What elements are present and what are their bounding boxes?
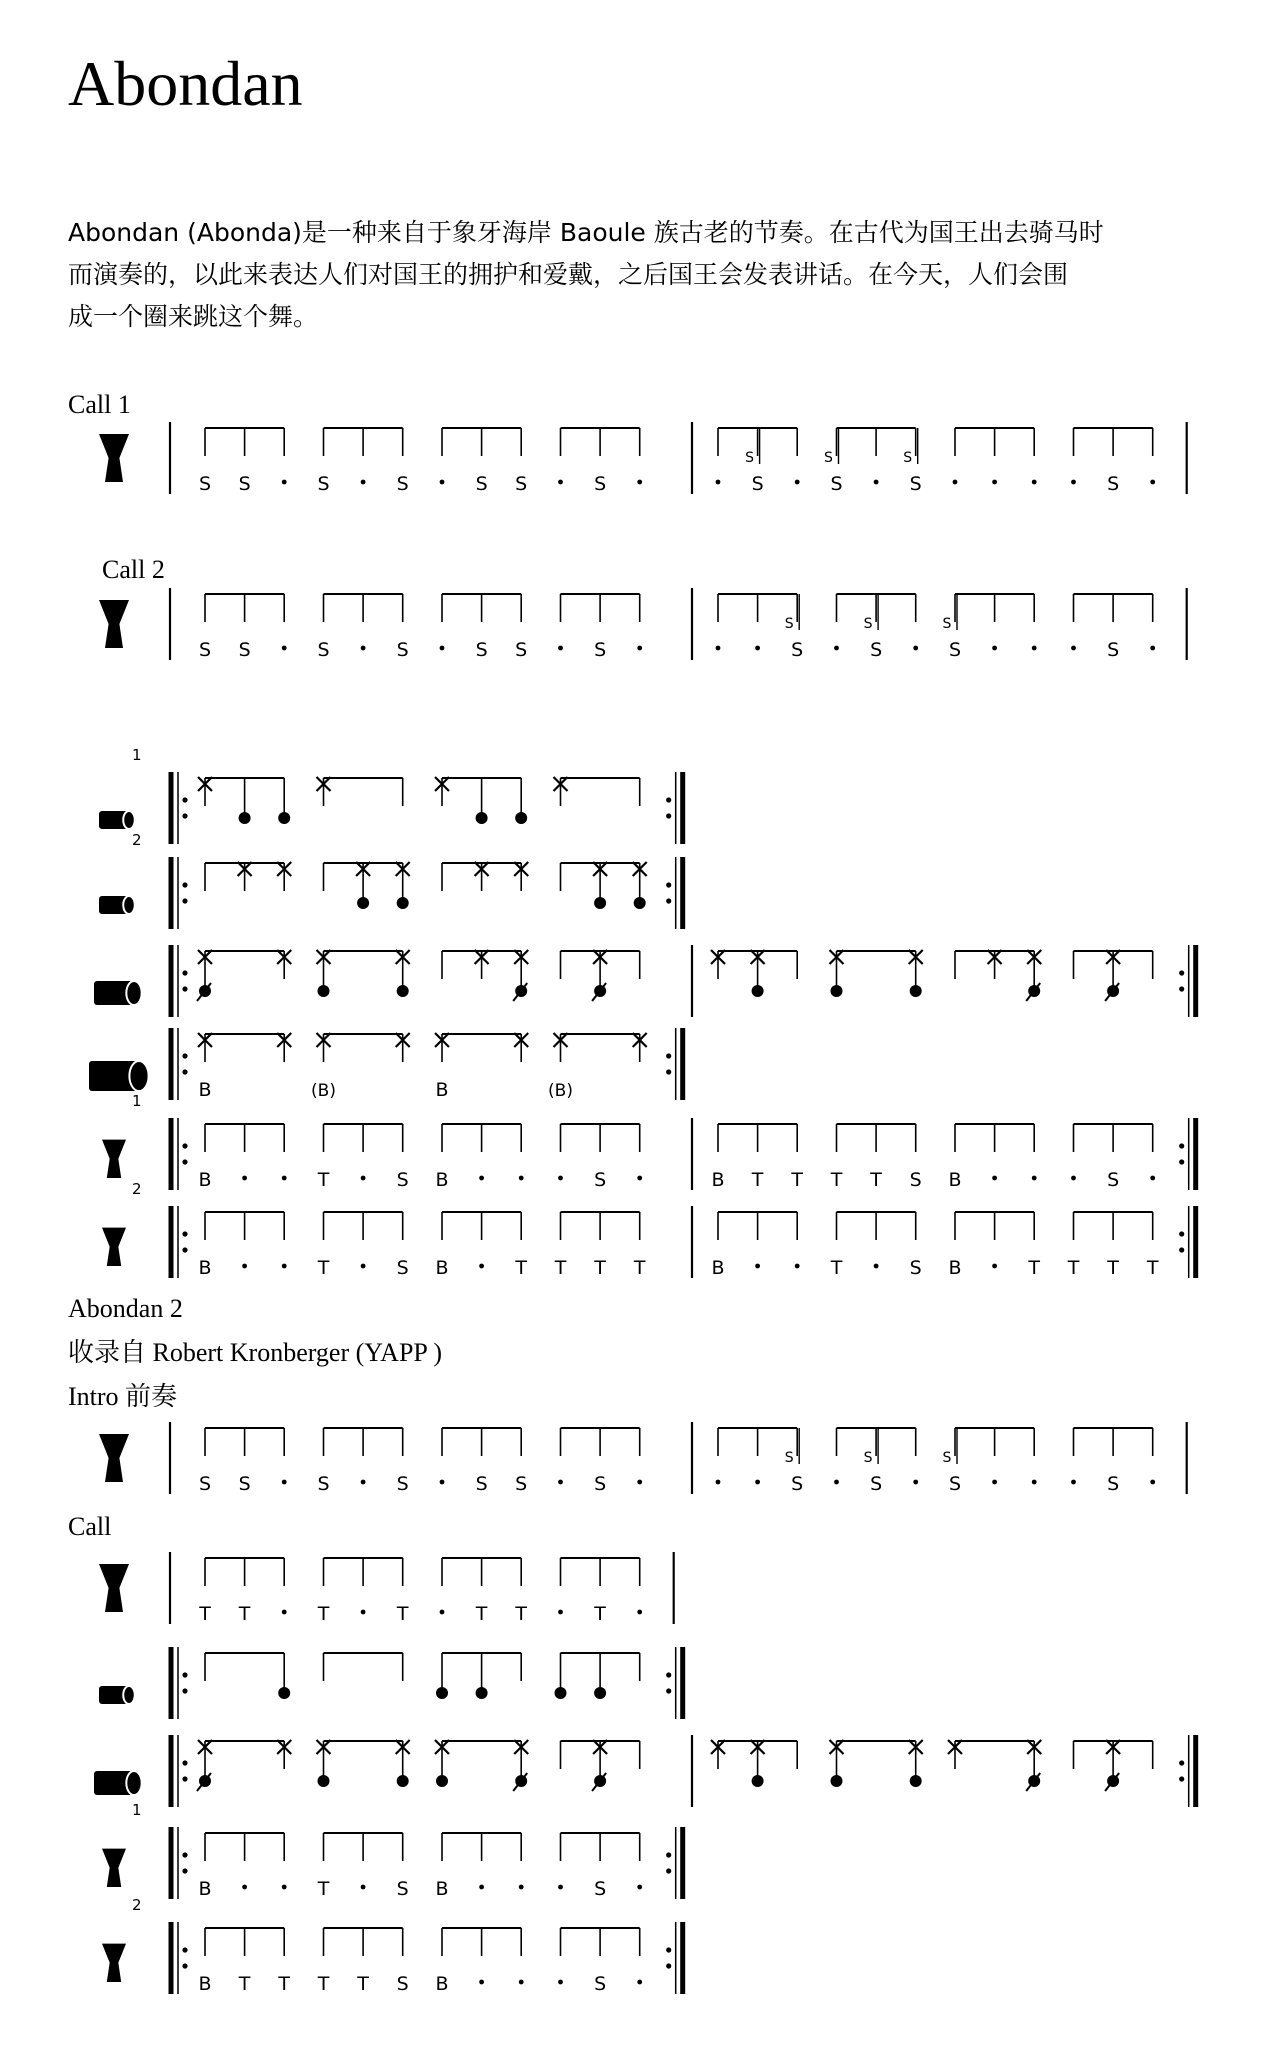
stroke-letter-s: S — [515, 473, 528, 495]
stroke-letter-b: B — [948, 1257, 962, 1279]
call-1-label: Call 1 — [68, 390, 131, 419]
djembe-icon — [102, 1228, 126, 1266]
rest-dot — [1071, 1480, 1076, 1485]
repeat-dot — [182, 1143, 187, 1148]
stroke-letter-b: B — [435, 1973, 449, 1995]
stroke-letter-b: B — [435, 1257, 449, 1279]
rest-dot — [992, 480, 997, 485]
rest-dot — [361, 1176, 366, 1181]
stroke-letter-t: T — [515, 1603, 528, 1625]
djembe-icon — [99, 434, 129, 482]
stroke-letter-t: T — [317, 1603, 330, 1625]
repeat-dot — [182, 1672, 187, 1677]
part-number: 1 — [132, 746, 142, 764]
call-2-label: Call 2 — [102, 555, 165, 584]
stroke-letter-s: S — [830, 473, 843, 495]
stroke-letter-t: T — [238, 1973, 251, 1995]
rest-dot — [558, 1885, 563, 1890]
repeat-dot — [182, 797, 187, 802]
stroke-letter-t: T — [1146, 1257, 1159, 1279]
page-title: Abondan — [68, 48, 303, 119]
repeat-dot — [182, 813, 187, 818]
stroke-letter-t: T — [317, 1878, 330, 1900]
stroke-letter-b: B — [711, 1169, 725, 1191]
stroke-letter-t: T — [278, 1973, 291, 1995]
flam-grace-letter: S — [824, 450, 833, 466]
rest-dot — [637, 646, 642, 651]
djembe-icon — [99, 1564, 129, 1612]
stroke-letter-s: S — [791, 639, 804, 661]
rest-dot — [282, 1176, 287, 1181]
part-number: 1 — [132, 1092, 142, 1110]
stroke-letter-b: B — [198, 1079, 212, 1101]
rest-dot — [440, 480, 445, 485]
closed-note-dot — [634, 897, 646, 909]
repeat-dot — [182, 1868, 187, 1873]
stroke-letter-s: S — [317, 473, 330, 495]
repeat-dot — [1179, 1776, 1184, 1781]
rest-dot — [1150, 480, 1155, 485]
djembe-icon — [102, 1849, 126, 1887]
stroke-letter-t: T — [830, 1169, 843, 1191]
stroke-letter-t: T — [870, 1169, 882, 1191]
rest-dot — [361, 1480, 366, 1485]
stroke-letter-t: T — [199, 1603, 211, 1625]
closed-note-dot — [555, 1687, 567, 1699]
closed-note-dot — [831, 1775, 843, 1787]
rest-dot — [834, 646, 839, 651]
rest-dot — [282, 1480, 287, 1485]
stroke-letter-s: S — [1107, 473, 1120, 495]
repeat-dot — [666, 1069, 671, 1074]
sangban-drumhead-icon — [126, 981, 141, 1005]
stroke-letter-b: B — [198, 1257, 212, 1279]
rest-dot — [1150, 1480, 1155, 1485]
stroke-letter-b: B — [198, 1169, 212, 1191]
stroke-letter-s: S — [396, 1169, 409, 1191]
stroke-letter-s: S — [396, 1257, 409, 1279]
rest-dot — [282, 1885, 287, 1890]
stroke-letter-t: T — [475, 1603, 488, 1625]
stroke-letter-t: T — [396, 1603, 409, 1625]
stroke-letter-s: S — [238, 473, 251, 495]
rest-dot — [795, 480, 800, 485]
rest-dot — [1071, 646, 1076, 651]
flam-grace-letter: S — [745, 450, 755, 466]
rest-dot — [242, 1885, 247, 1890]
closed-note-dot — [910, 985, 922, 997]
repeat-dot — [666, 1852, 671, 1857]
closed-note-dot — [357, 897, 369, 909]
rest-dot — [913, 646, 918, 651]
flam-grace-letter: S — [942, 1450, 952, 1466]
rest-dot — [992, 1480, 997, 1485]
stroke-letter-b: B — [711, 1257, 725, 1279]
rest-dot — [361, 646, 366, 651]
rest-dot — [242, 1176, 247, 1181]
stroke-letter-s: S — [594, 1169, 607, 1191]
flam-grace-letter: S — [784, 1450, 794, 1466]
rest-dot — [755, 646, 760, 651]
closed-note-dot — [476, 1687, 488, 1699]
closed-note-dot — [594, 897, 606, 909]
rest-dot — [637, 1480, 642, 1485]
kenkeni-drumhead-icon — [123, 896, 135, 914]
djembe-icon — [102, 1944, 126, 1982]
repeat-dot — [182, 882, 187, 887]
optional-bass-letter: (B) — [311, 1081, 336, 1101]
part-number: 2 — [132, 1180, 142, 1198]
rest-dot — [558, 1480, 563, 1485]
repeat-dot — [1179, 1760, 1184, 1765]
stroke-letter-s: S — [1107, 639, 1120, 661]
repeat-dot — [1179, 1231, 1184, 1236]
part-number: 1 — [132, 1801, 142, 1819]
djembe-icon — [99, 600, 129, 648]
stroke-letter-s: S — [594, 473, 607, 495]
stroke-letter-s: S — [396, 1878, 409, 1900]
stroke-letter-s: S — [475, 1473, 488, 1495]
flam-grace-letter: S — [942, 616, 952, 632]
stroke-letter-s: S — [870, 639, 883, 661]
rest-dot — [1032, 1176, 1037, 1181]
rest-dot — [1071, 1176, 1076, 1181]
rest-dot — [637, 1610, 642, 1615]
stroke-letter-t: T — [515, 1257, 528, 1279]
rest-dot — [440, 646, 445, 651]
stroke-letter-s: S — [751, 473, 764, 495]
stroke-letter-b: B — [435, 1878, 449, 1900]
rest-dot — [716, 1480, 721, 1485]
rest-dot — [558, 1980, 563, 1985]
rest-dot — [361, 1885, 366, 1890]
closed-note-dot — [318, 985, 330, 997]
closed-note-dot — [397, 897, 409, 909]
stroke-letter-s: S — [594, 639, 607, 661]
intro-line-2: 而演奏的，以此来表达人们对国王的拥护和爱戴，之后国王会发表讲话。在今天，人们会围 — [68, 260, 1069, 289]
stroke-letter-s: S — [791, 1473, 804, 1495]
flam-grace-letter: S — [863, 1450, 873, 1466]
rest-dot — [992, 1176, 997, 1181]
repeat-dot — [182, 1688, 187, 1693]
rest-dot — [795, 1264, 800, 1269]
rest-dot — [755, 1480, 760, 1485]
intro-line-3: 成一个圈来跳这个舞。 — [68, 302, 319, 331]
kenkeni-drumhead-icon — [123, 1686, 135, 1704]
rest-dot — [1150, 646, 1155, 651]
stroke-letter-t: T — [751, 1169, 764, 1191]
repeat-dot — [182, 1231, 187, 1236]
rest-dot — [558, 1176, 563, 1181]
stroke-letter-s: S — [594, 1473, 607, 1495]
stroke-letter-s: S — [198, 473, 212, 495]
rest-dot — [361, 1264, 366, 1269]
stroke-letter-t: T — [317, 1973, 330, 1995]
kenkeni-drumhead-icon — [123, 811, 135, 829]
closed-note-dot — [239, 812, 251, 824]
stroke-letter-s: S — [909, 473, 922, 495]
rest-dot — [834, 1480, 839, 1485]
rest-dot — [1032, 480, 1037, 485]
rest-dot — [361, 1610, 366, 1615]
intro-line-1: Abondan (Abonda)是一种来自于象牙海岸 Baoule 族古老的节奏。在古代为国王出去骑马时 — [68, 218, 1104, 247]
rest-dot — [637, 1885, 642, 1890]
flam-grace-letter: S — [863, 616, 873, 632]
rest-dot — [1032, 646, 1037, 651]
rest-dot — [242, 1264, 247, 1269]
rest-dot — [479, 1885, 484, 1890]
repeat-dot — [666, 898, 671, 903]
repeat-dot — [1179, 970, 1184, 975]
stroke-letter-s: S — [396, 473, 409, 495]
repeat-dot — [182, 1776, 187, 1781]
stroke-letter-s: S — [475, 639, 488, 661]
closed-note-dot — [752, 1775, 764, 1787]
repeat-dot — [182, 1247, 187, 1252]
stroke-letter-t: T — [357, 1973, 369, 1995]
rest-dot — [440, 1610, 445, 1615]
stroke-letter-s: S — [317, 1473, 330, 1495]
repeat-dot — [182, 970, 187, 975]
rest-dot — [992, 1264, 997, 1269]
rest-dot — [992, 646, 997, 651]
repeat-dot — [666, 1672, 671, 1677]
stroke-letter-s: S — [870, 1473, 883, 1495]
stroke-letter-s: S — [1107, 1169, 1120, 1191]
repeat-dot — [666, 1963, 671, 1968]
closed-note-dot — [910, 1775, 922, 1787]
rest-dot — [874, 480, 879, 485]
abondan-2-heading: Abondan 2 — [68, 1294, 183, 1323]
stroke-letter-s: S — [594, 1878, 607, 1900]
flam-grace-letter: S — [903, 450, 913, 466]
rest-dot — [282, 1610, 287, 1615]
rest-dot — [637, 1980, 642, 1985]
repeat-dot — [666, 882, 671, 887]
stroke-letter-t: T — [791, 1169, 804, 1191]
rest-dot — [1032, 1480, 1037, 1485]
stroke-letter-b: B — [435, 1079, 449, 1101]
stroke-letter-b: B — [948, 1169, 962, 1191]
dundunba-drumhead-icon — [129, 1061, 148, 1091]
repeat-dot — [666, 1868, 671, 1873]
stroke-letter-t: T — [1107, 1257, 1119, 1279]
rest-dot — [913, 1480, 918, 1485]
rest-dot — [282, 646, 287, 651]
rest-dot — [361, 480, 366, 485]
rest-dot — [282, 480, 287, 485]
stroke-letter-s: S — [396, 1473, 409, 1495]
repeat-dot — [666, 813, 671, 818]
rest-dot — [716, 646, 721, 651]
rest-dot — [716, 480, 721, 485]
stroke-letter-s: S — [948, 1473, 962, 1495]
rest-dot — [637, 480, 642, 485]
closed-note-dot — [397, 985, 409, 997]
repeat-dot — [182, 1159, 187, 1164]
stroke-letter-t: T — [633, 1257, 646, 1279]
stroke-letter-t: T — [830, 1257, 843, 1279]
rest-dot — [519, 1885, 524, 1890]
call-label: Call — [68, 1512, 112, 1541]
stroke-letter-t: T — [594, 1603, 606, 1625]
stroke-letter-t: T — [238, 1603, 251, 1625]
rest-dot — [755, 1264, 760, 1269]
repeat-dot — [182, 1947, 187, 1952]
stroke-letter-b: B — [198, 1973, 212, 1995]
intro-label: Intro 前奏 — [68, 1382, 178, 1411]
stroke-letter-t: T — [1067, 1257, 1080, 1279]
stroke-letter-t: T — [1028, 1257, 1041, 1279]
rest-dot — [874, 1264, 879, 1269]
repeat-dot — [666, 1688, 671, 1693]
closed-note-dot — [397, 1775, 409, 1787]
closed-note-dot — [318, 1775, 330, 1787]
rest-dot — [479, 1176, 484, 1181]
repeat-dot — [182, 1963, 187, 1968]
repeat-dot — [182, 898, 187, 903]
rest-dot — [1071, 480, 1076, 485]
stroke-letter-s: S — [948, 639, 962, 661]
rest-dot — [558, 1610, 563, 1615]
stroke-letter-b: B — [198, 1878, 212, 1900]
closed-note-dot — [752, 985, 764, 997]
stroke-letter-t: T — [317, 1257, 330, 1279]
stroke-letter-s: S — [515, 1473, 528, 1495]
repeat-dot — [182, 1760, 187, 1765]
repeat-dot — [1179, 986, 1184, 991]
repeat-dot — [1179, 1247, 1184, 1252]
stroke-letter-s: S — [909, 1169, 922, 1191]
stroke-letter-s: S — [238, 639, 251, 661]
rest-dot — [519, 1176, 524, 1181]
rest-dot — [953, 480, 958, 485]
sangban-drumhead-icon — [126, 1771, 141, 1795]
closed-note-dot — [594, 1687, 606, 1699]
repeat-dot — [666, 797, 671, 802]
djembe-icon — [99, 1434, 129, 1482]
closed-note-dot — [436, 1687, 448, 1699]
optional-bass-letter: (B) — [548, 1081, 573, 1101]
rest-dot — [282, 1264, 287, 1269]
stroke-letter-b: B — [435, 1169, 449, 1191]
part-number: 2 — [132, 1896, 142, 1914]
closed-note-dot — [278, 1687, 290, 1699]
stroke-letter-s: S — [515, 639, 528, 661]
stroke-letter-s: S — [198, 639, 212, 661]
stroke-letter-s: S — [475, 473, 488, 495]
repeat-dot — [182, 1069, 187, 1074]
stroke-letter-s: S — [198, 1473, 212, 1495]
stroke-letter-t: T — [594, 1257, 606, 1279]
rest-dot — [440, 1480, 445, 1485]
repeat-dot — [666, 1053, 671, 1058]
rest-dot — [558, 480, 563, 485]
closed-note-dot — [515, 812, 527, 824]
rest-dot — [479, 1264, 484, 1269]
source-credit: 收录自 Robert Kronberger (YAPP ) — [68, 1338, 443, 1367]
rest-dot — [519, 1980, 524, 1985]
closed-note-dot — [278, 812, 290, 824]
stroke-letter-s: S — [1107, 1473, 1120, 1495]
closed-note-dot — [831, 985, 843, 997]
rest-dot — [1150, 1176, 1155, 1181]
repeat-dot — [1179, 1143, 1184, 1148]
rest-dot — [637, 1176, 642, 1181]
djembe-icon — [102, 1140, 126, 1178]
stroke-letter-t: T — [317, 1169, 330, 1191]
repeat-dot — [182, 1852, 187, 1857]
stroke-letter-s: S — [396, 1973, 409, 1995]
rest-dot — [479, 1980, 484, 1985]
stroke-letter-s: S — [238, 1473, 251, 1495]
closed-note-dot — [436, 1775, 448, 1787]
stroke-letter-t: T — [554, 1257, 567, 1279]
stroke-letter-s: S — [317, 639, 330, 661]
part-number: 2 — [132, 831, 142, 849]
repeat-dot — [182, 1053, 187, 1058]
flam-grace-letter: S — [784, 616, 794, 632]
stroke-letter-s: S — [396, 639, 409, 661]
stroke-letter-s: S — [594, 1973, 607, 1995]
closed-note-dot — [476, 812, 488, 824]
rest-dot — [558, 646, 563, 651]
repeat-dot — [666, 1947, 671, 1952]
stroke-letter-s: S — [909, 1257, 922, 1279]
repeat-dot — [182, 986, 187, 991]
repeat-dot — [1179, 1159, 1184, 1164]
